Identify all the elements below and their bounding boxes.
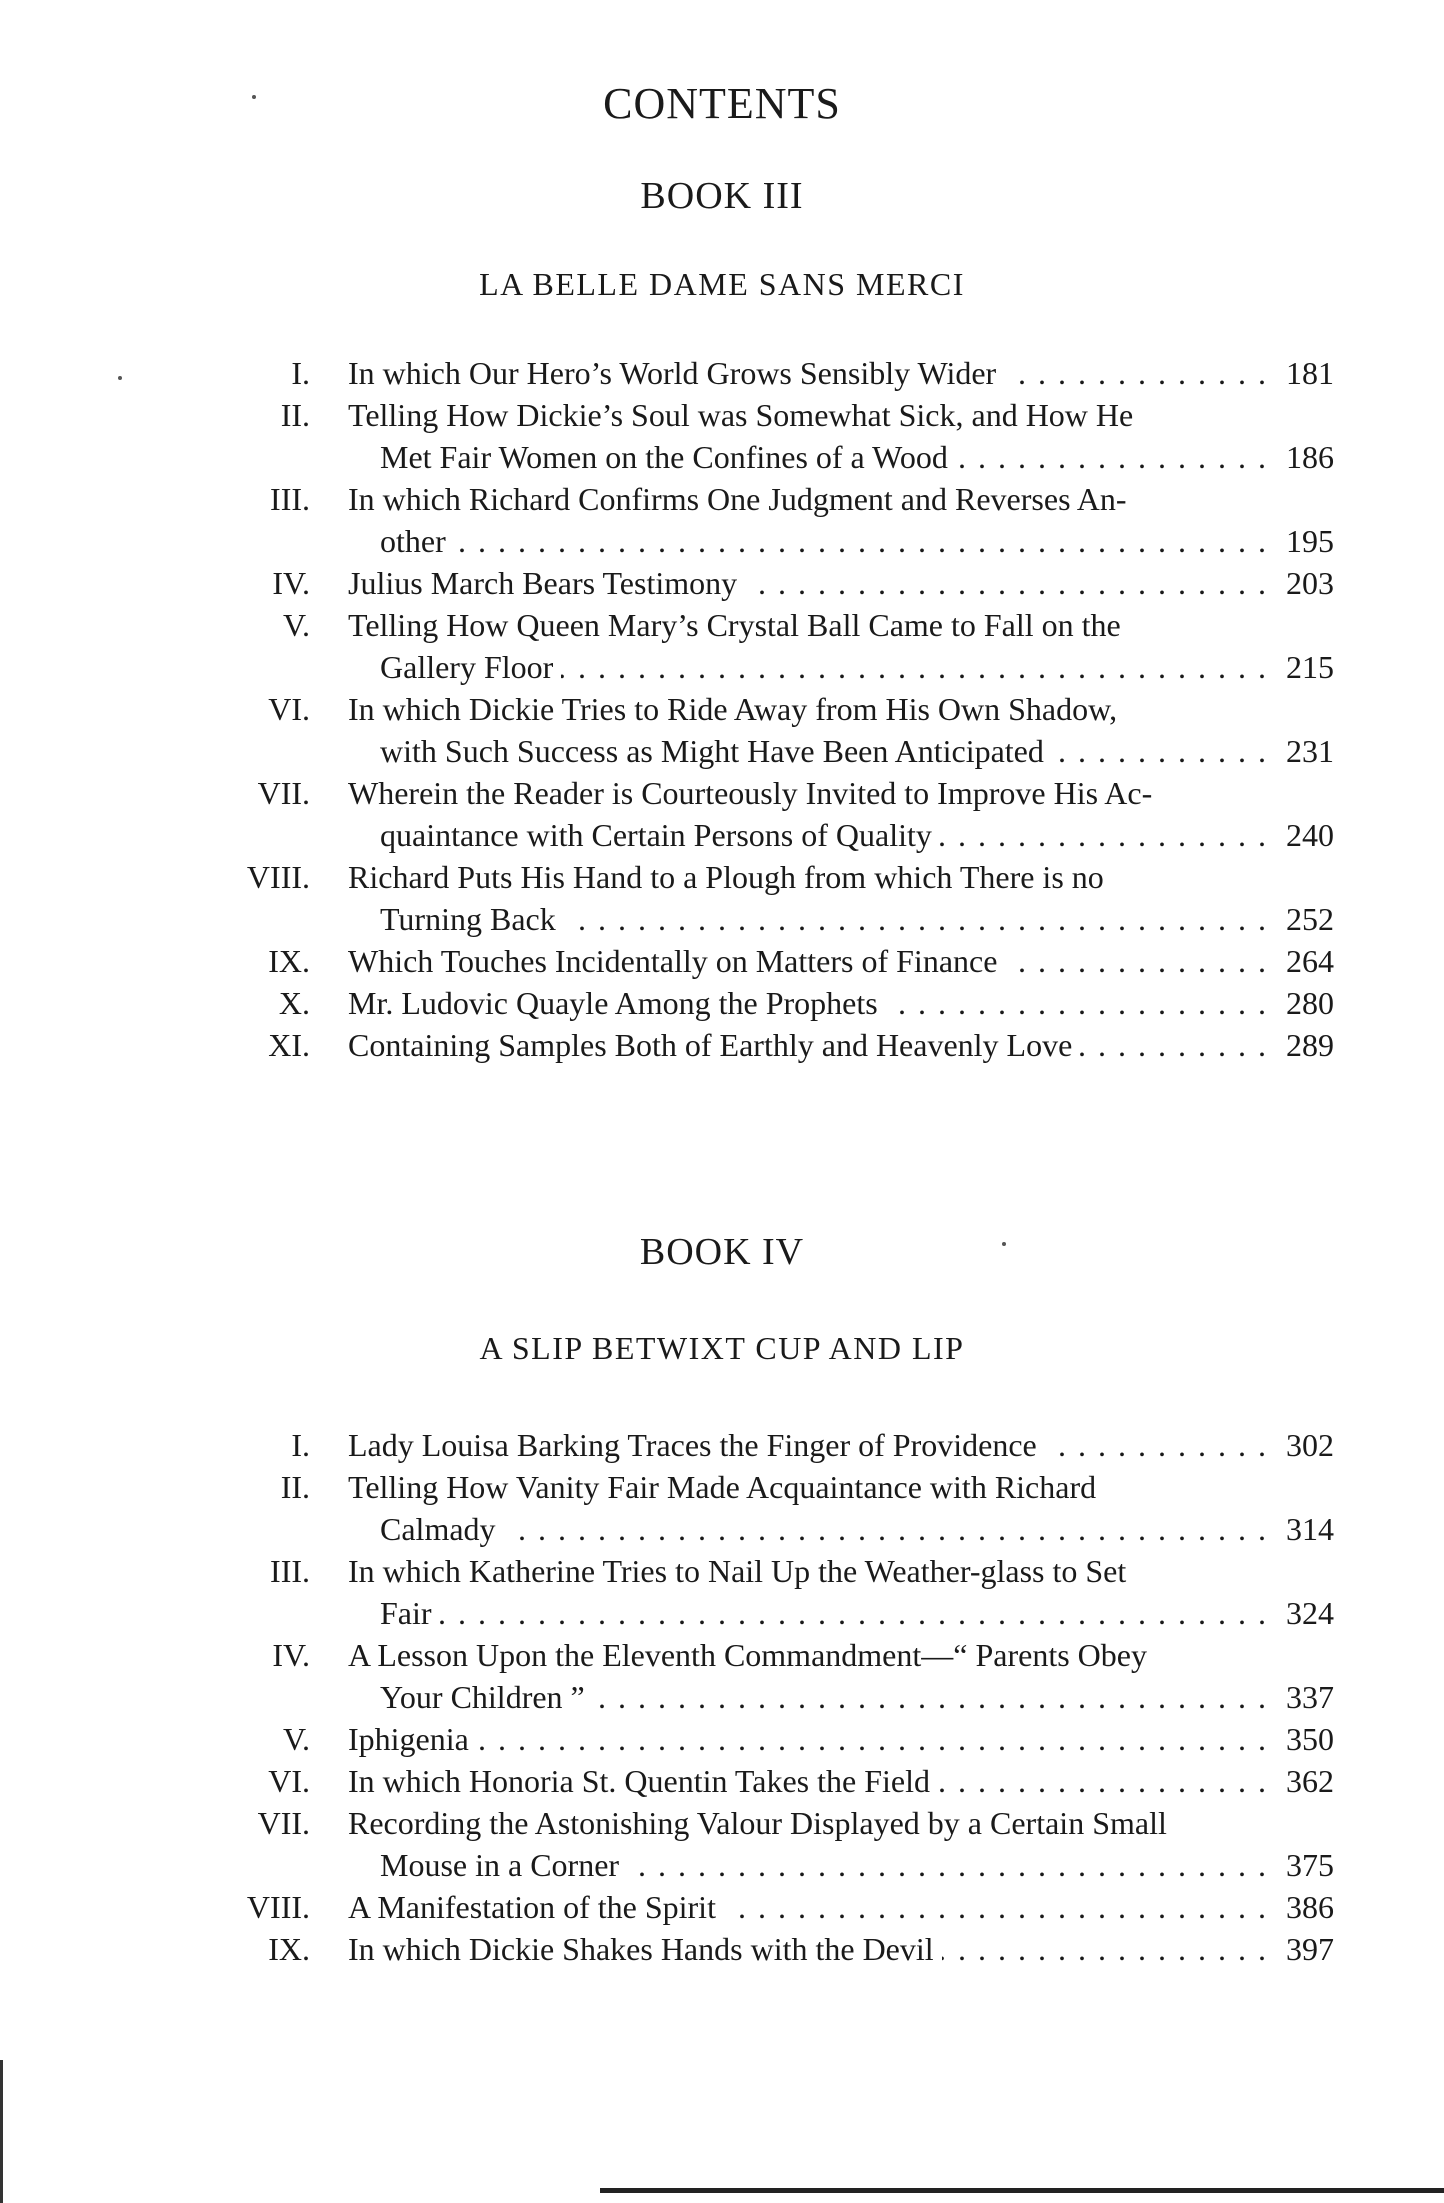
chapter-page-number: 386	[1286, 1889, 1334, 1925]
chapter-page-number: 314	[1286, 1511, 1334, 1547]
chapter-number: IV.	[272, 565, 310, 601]
chapter-title-text: Telling How Dickie’s Soul was Somewhat Sick, and How He	[348, 397, 1134, 433]
chapter-entry-line	[0, 520, 1444, 562]
chapter-title-text: Telling How Vanity Fair Made Acquaintance with Richard	[348, 1469, 1097, 1505]
chapter-title-text: In which Our Hero’s World Grows Sensibly Wider	[348, 355, 1004, 391]
chapter-page-number: 350	[1286, 1721, 1334, 1757]
chapter-page-number: 337	[1286, 1679, 1334, 1715]
chapter-entry-line	[0, 1928, 1444, 1970]
chapter-title-line	[380, 1844, 1268, 1886]
chapter-title-text: with Such Success as Might Have Been Anticipated	[380, 733, 1052, 769]
chapter-page-number: 186	[1286, 439, 1334, 475]
chapter-title-text: In which Richard Confirms One Judgment and Reverses An-	[348, 481, 1127, 517]
chapter-title-line	[348, 1928, 1268, 1970]
chapter-title-text: Your Children ”	[380, 1679, 593, 1715]
chapter-title-line	[348, 1550, 1268, 1592]
chapter-title-line	[380, 1508, 1268, 1550]
chapter-title-line	[348, 1424, 1268, 1466]
page-edge-mark	[0, 2060, 3, 2203]
book-4-subtitle: A SLIP BETWIXT CUP AND LIP	[479, 1330, 965, 1366]
chapter-page-number: 397	[1286, 1931, 1334, 1967]
chapter-page-number: 324	[1286, 1595, 1334, 1631]
chapter-title-text: A Manifestation of the Spirit	[348, 1889, 724, 1925]
chapter-number: V.	[283, 607, 310, 643]
chapter-title-line	[380, 646, 1268, 688]
chapter-title-text: other	[380, 523, 454, 559]
chapter-entry-line	[0, 1676, 1444, 1718]
chapter-number: IV.	[272, 1637, 310, 1673]
chapter-title-line	[348, 940, 1268, 982]
chapter-number: VI.	[268, 1763, 310, 1799]
chapter-page-number: 203	[1286, 565, 1334, 601]
chapter-entry-line	[0, 1886, 1444, 1928]
chapter-title-text: Fair	[380, 1595, 440, 1631]
chapter-page-number: 302	[1286, 1427, 1334, 1463]
chapter-page-number: 280	[1286, 985, 1334, 1021]
chapter-page-number: 264	[1286, 943, 1334, 979]
chapter-title-line	[380, 520, 1268, 562]
ink-speck	[252, 95, 256, 99]
chapter-entry-line	[0, 1802, 1444, 1844]
chapter-title-line	[348, 1760, 1268, 1802]
chapter-page-number: 195	[1286, 523, 1334, 559]
book-3-subtitle: LA BELLE DAME SANS MERCI	[479, 266, 965, 302]
chapter-title-line	[348, 688, 1268, 730]
chapter-title-line	[348, 562, 1268, 604]
chapter-entry-line	[0, 1718, 1444, 1760]
chapter-title-text: Lady Louisa Barking Traces the Finger of Providence	[348, 1427, 1045, 1463]
chapter-number: VII.	[257, 1805, 310, 1841]
chapter-title-line	[348, 772, 1268, 814]
chapter-title-line	[348, 1718, 1268, 1760]
chapter-entry-line	[0, 730, 1444, 772]
chapter-entry-line	[0, 562, 1444, 604]
page-title: CONTENTS	[603, 79, 841, 128]
chapter-number: VIII.	[246, 1889, 310, 1925]
chapter-title-line	[348, 1466, 1268, 1508]
chapter-page-number: 231	[1286, 733, 1334, 769]
chapter-title-text: Wherein the Reader is Courteously Invited to Improve His Ac-	[348, 775, 1153, 811]
chapter-title-line	[348, 856, 1268, 898]
chapter-title-line	[348, 394, 1268, 436]
chapter-title-line	[348, 478, 1268, 520]
chapter-title-line	[380, 898, 1268, 940]
chapter-number: III.	[270, 1553, 310, 1589]
page-bottom-edge	[600, 2188, 1444, 2193]
chapter-title-text: In which Dickie Tries to Ride Away from His Own Shadow,	[348, 691, 1118, 727]
chapter-entry-line	[0, 1634, 1444, 1676]
chapter-number: VI.	[268, 691, 310, 727]
ink-speck	[1002, 1242, 1006, 1246]
chapter-title-text: Mouse in a Corner	[380, 1847, 627, 1883]
chapter-title-text: Iphigenia	[348, 1721, 477, 1757]
chapter-title-text: Gallery Floor	[380, 649, 561, 685]
chapter-title-text: A Lesson Upon the Eleventh Commandment—“ Parents Obey	[348, 1637, 1147, 1673]
chapter-entry-line	[0, 436, 1444, 478]
chapter-number: I.	[291, 1427, 310, 1463]
chapter-title-line	[348, 352, 1268, 394]
chapter-entry-line	[0, 982, 1444, 1024]
chapter-entry-line	[0, 394, 1444, 436]
chapter-number: I.	[291, 355, 310, 391]
chapter-title-line	[380, 814, 1268, 856]
chapter-title-text: Turning Back	[380, 901, 564, 937]
chapter-entry-line	[0, 856, 1444, 898]
chapter-title-line	[348, 604, 1268, 646]
chapter-entry-line	[0, 1424, 1444, 1466]
chapter-page-number: 289	[1286, 1027, 1334, 1063]
chapter-page-number: 375	[1286, 1847, 1334, 1883]
chapter-entry-line	[0, 814, 1444, 856]
chapter-entry-line	[0, 646, 1444, 688]
chapter-title-text: In which Katherine Tries to Nail Up the Weather-glass to Set	[348, 1553, 1127, 1589]
chapter-title-text: Telling How Queen Mary’s Crystal Ball Came to Fall on the	[348, 607, 1121, 643]
chapter-title-line	[380, 436, 1268, 478]
chapter-number: II.	[280, 397, 310, 433]
chapter-number: IX.	[268, 943, 310, 979]
chapter-title-line	[348, 1024, 1268, 1066]
ink-speck	[118, 376, 122, 380]
chapter-entry-line	[0, 1844, 1444, 1886]
chapter-title-text: Calmady	[380, 1511, 504, 1547]
chapter-title-text: Richard Puts His Hand to a Plough from which There is no	[348, 859, 1104, 895]
chapter-title-line	[348, 1634, 1268, 1676]
chapter-number: III.	[270, 481, 310, 517]
book-3-heading: BOOK III	[640, 175, 804, 217]
chapter-entry-line	[0, 352, 1444, 394]
chapter-title-line	[380, 1676, 1268, 1718]
chapter-entry-line	[0, 604, 1444, 646]
chapter-number: VII.	[257, 775, 310, 811]
chapter-title-text: quaintance with Certain Persons of Quality	[380, 817, 940, 853]
chapter-page-number: 240	[1286, 817, 1334, 853]
chapter-entry-line	[0, 898, 1444, 940]
chapter-number: VIII.	[246, 859, 310, 895]
chapter-entry-line	[0, 688, 1444, 730]
chapter-entry-line	[0, 478, 1444, 520]
chapter-entry-line	[0, 772, 1444, 814]
chapter-entry-line	[0, 1760, 1444, 1802]
chapter-number: X.	[278, 985, 310, 1021]
chapter-title-text: In which Dickie Shakes Hands with the Devil	[348, 1931, 942, 1967]
chapter-page-number: 362	[1286, 1763, 1334, 1799]
chapter-title-line	[380, 730, 1268, 772]
chapter-page-number: 181	[1286, 355, 1334, 391]
chapter-title-text: Julius March Bears Testimony	[348, 565, 745, 601]
chapter-title-text: Recording the Astonishing Valour Displayed by a Certain Small	[348, 1805, 1167, 1841]
chapter-title-text: Which Touches Incidentally on Matters of Finance	[348, 943, 1005, 979]
chapter-title-line	[380, 1592, 1268, 1634]
chapter-entry-line	[0, 1592, 1444, 1634]
chapter-page-number: 252	[1286, 901, 1334, 937]
chapter-entry-line	[0, 1550, 1444, 1592]
chapter-title-text: Met Fair Women on the Confines of a Wood	[380, 439, 956, 475]
chapter-entry-line	[0, 1508, 1444, 1550]
chapter-title-line	[348, 1886, 1268, 1928]
chapter-page-number: 215	[1286, 649, 1334, 685]
chapter-number: XI.	[268, 1027, 310, 1063]
chapter-title-text: In which Honoria St. Quentin Takes the Field	[348, 1763, 938, 1799]
chapter-entry-line	[0, 940, 1444, 982]
chapter-entry-line	[0, 1466, 1444, 1508]
chapter-entry-line	[0, 1024, 1444, 1066]
chapter-title-line	[348, 1802, 1268, 1844]
chapter-number: II.	[280, 1469, 310, 1505]
chapter-title-line	[348, 982, 1268, 1024]
chapter-title-text: Containing Samples Both of Earthly and Heavenly Love	[348, 1027, 1080, 1063]
chapter-title-text: Mr. Ludovic Quayle Among the Prophets	[348, 985, 886, 1021]
chapter-number: V.	[283, 1721, 310, 1757]
book-4-heading: BOOK IV	[639, 1231, 805, 1273]
chapter-number: IX.	[268, 1931, 310, 1967]
